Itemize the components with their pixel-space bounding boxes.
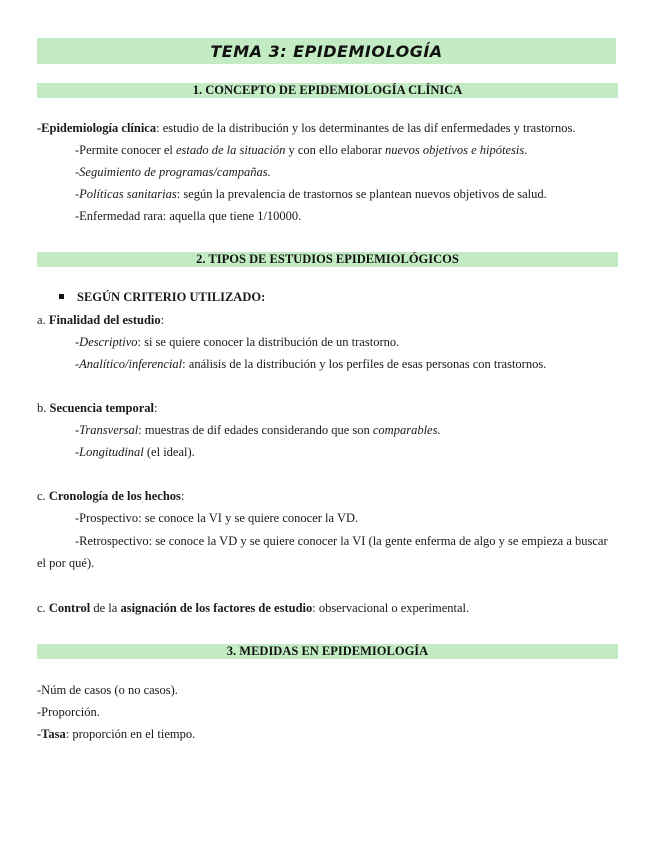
list-item: -Enfermedad rara: aquella que tiene 1/10000.: [75, 209, 302, 223]
section-3-heading: 3. MEDIDAS EN EPIDEMIOLOGÍA: [37, 644, 618, 659]
subsection-control: c. Control de la asignación de los factores de estudio: observacional o experimental.: [37, 601, 470, 615]
criterio-heading: SEGÚN CRITERIO UTILIZADO:: [77, 290, 266, 304]
list-item: -Seguimiento de programas/campañas.: [75, 165, 271, 179]
list-item: -Políticas sanitarias: según la prevalencia de trastornos se plantean nuevos objetivos de salud.: [75, 187, 547, 201]
definition-epidemiologia-clinica: -Epidemiología clínica: estudio de la distribución y los determinantes de las dif enfermedades y trastornos.: [37, 121, 576, 135]
section-1-heading: 1. CONCEPTO DE EPIDEMIOLOGÍA CLÍNICA: [37, 83, 618, 98]
document-title: TEMA 3: EPIDEMIOLOGÍA: [210, 41, 443, 61]
list-item: -Permite conocer el estado de la situación y con ello elaborar nuevos objetivos e hipótesis.: [75, 143, 528, 157]
list-item: -Prospectivo: se conoce la VI y se quiere conocer la VD.: [75, 511, 359, 525]
list-item: -Longitudinal (el ideal).: [75, 445, 195, 459]
bullet-icon: [59, 294, 64, 299]
list-item: -Tasa: proporción en el tiempo.: [37, 727, 196, 741]
list-item-continuation: el por qué).: [37, 556, 95, 570]
list-item: -Núm de casos (o no casos).: [37, 683, 178, 697]
document-title-bar: [37, 38, 616, 64]
subsection-c: c. Cronología de los hechos:: [37, 489, 185, 503]
list-item: -Descriptivo: si se quiere conocer la distribución de un trastorno.: [75, 335, 400, 349]
list-item: -Proporción.: [37, 705, 100, 719]
list-item: -Retrospectivo: se conoce la VD y se quiere conocer la VI (la gente enferma de algo y se empieza a buscar: [75, 534, 608, 548]
list-item: -Analítico/inferencial: análisis de la distribución y los perfiles de esas personas con trastornos.: [75, 357, 547, 371]
section-2-heading: 2. TIPOS DE ESTUDIOS EPIDEMIOLÓGICOS: [37, 252, 618, 267]
list-item: -Transversal: muestras de dif edades considerando que son comparables.: [75, 423, 441, 437]
subsection-a: a. Finalidad del estudio:: [37, 313, 165, 327]
subsection-b: b. Secuencia temporal:: [37, 401, 158, 415]
